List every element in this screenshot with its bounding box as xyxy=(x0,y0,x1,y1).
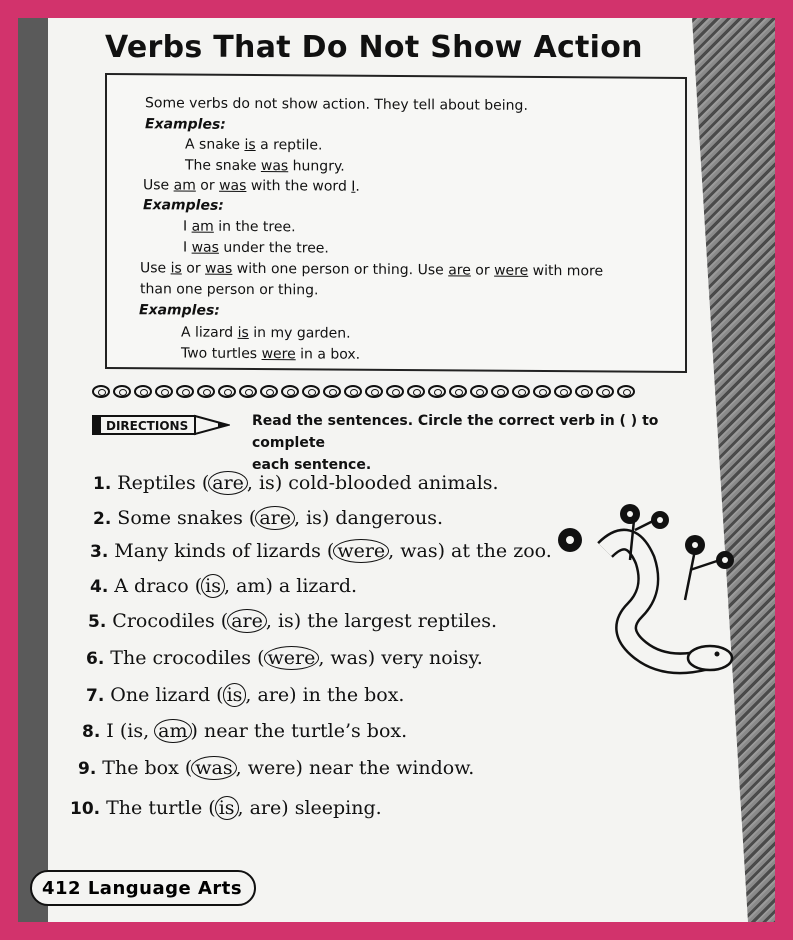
exercise-option: , are xyxy=(245,684,290,706)
decorative-dot xyxy=(491,385,509,398)
rule-3-line-2: than one person or thing. xyxy=(140,281,319,299)
exercise-text: ) the largest reptiles. xyxy=(293,610,498,632)
exercise-text: ) at the zoo. xyxy=(437,540,552,562)
decorative-dot xyxy=(428,385,446,398)
exercise-option: , is xyxy=(265,610,294,632)
exercise-number: 7. xyxy=(86,686,105,706)
decorative-dot xyxy=(365,385,383,398)
exercise-number: 5. xyxy=(88,612,107,632)
exercise-option: , was xyxy=(388,540,438,562)
example-2b: I was under the tree. xyxy=(183,239,329,257)
rules-box xyxy=(105,73,687,373)
exercise-text: Many kinds of lizards ( xyxy=(114,540,335,562)
example-3a: A lizard is in my garden. xyxy=(181,324,351,342)
rule-intro: Some verbs do not show action. They tell about being. xyxy=(145,95,528,114)
exercise-text: ) very noisy. xyxy=(367,647,483,669)
example-1b: The snake was hungry. xyxy=(185,157,345,175)
rule-2: Use am or was with the word I. xyxy=(143,177,360,195)
rule-3: Use is or was with one person or thing. Use are or were with more xyxy=(140,260,604,280)
decorative-dot-border xyxy=(92,385,702,401)
exercise-number: 1. xyxy=(93,474,112,494)
exercise-text: The turtle ( xyxy=(106,797,216,819)
decorative-dot xyxy=(470,385,488,398)
exercise-item xyxy=(70,797,382,819)
decorative-dot xyxy=(344,385,362,398)
decorative-dot xyxy=(617,385,635,398)
decorative-dot xyxy=(596,385,614,398)
circled-answer: is xyxy=(215,796,239,820)
circled-answer: were xyxy=(333,539,389,563)
exercise-number: 10. xyxy=(70,799,101,819)
decorative-dot xyxy=(218,385,236,398)
exercise-text: The box ( xyxy=(102,757,193,779)
decorative-dot xyxy=(281,385,299,398)
exercise-item xyxy=(88,610,497,632)
exercise-text: A draco ( xyxy=(114,575,203,597)
exercise-text: I (is, xyxy=(106,720,156,742)
circled-answer: was xyxy=(191,756,236,780)
exercise-text: ) cold-blooded animals. xyxy=(274,472,499,494)
decorative-dot xyxy=(113,385,131,398)
exercise-item xyxy=(93,472,499,494)
page-footer: 412 Language Arts xyxy=(30,870,256,906)
decorative-dot xyxy=(302,385,320,398)
decorative-dot xyxy=(155,385,173,398)
directions-pencil-icon xyxy=(92,414,230,436)
exercise-item xyxy=(86,647,483,669)
exercise-item xyxy=(82,720,407,742)
decorative-dot xyxy=(92,385,110,398)
snake-flowers-illustration xyxy=(535,500,745,690)
decorative-dot xyxy=(575,385,593,398)
example-1a: A snake is a reptile. xyxy=(185,136,323,154)
directions-line-1: Read the sentences. Circle the correct verb in ( ) to complete xyxy=(252,413,659,451)
exercise-option: , is xyxy=(246,472,275,494)
exercise-text: Some snakes ( xyxy=(117,507,257,529)
decorative-dot xyxy=(239,385,257,398)
exercise-item xyxy=(90,575,357,597)
decorative-dot xyxy=(407,385,425,398)
circled-answer: is xyxy=(223,683,247,707)
example-3b: Two turtles were in a box. xyxy=(181,345,361,363)
decorative-dot xyxy=(134,385,152,398)
examples-label-3: Examples: xyxy=(139,302,220,319)
exercise-number: 6. xyxy=(86,649,105,669)
exercise-text: ) near the window. xyxy=(295,757,475,779)
exercise-text: ) sleeping. xyxy=(281,797,382,819)
exercise-text: ) in the box. xyxy=(289,684,405,706)
exercise-number: 8. xyxy=(82,722,101,742)
decorative-dot xyxy=(197,385,215,398)
exercise-item xyxy=(78,757,474,779)
examples-label-2: Examples: xyxy=(143,197,224,214)
decorative-dot xyxy=(386,385,404,398)
decorative-dot xyxy=(512,385,530,398)
circled-answer: am xyxy=(154,719,191,743)
circled-answer: are xyxy=(227,609,267,633)
exercise-text: ) near the turtle’s box. xyxy=(190,720,408,742)
exercise-item xyxy=(90,540,552,562)
exercise-option: , was xyxy=(318,647,368,669)
page-title: Verbs That Do Not Show Action xyxy=(105,30,643,65)
circled-answer: is xyxy=(201,574,225,598)
circled-answer: were xyxy=(264,646,320,670)
exercise-number: 4. xyxy=(90,577,109,597)
decorative-dot xyxy=(449,385,467,398)
examples-label-1: Examples: xyxy=(145,116,226,133)
exercise-text: ) dangerous. xyxy=(321,507,444,529)
exercise-option: , am xyxy=(224,575,266,597)
exercise-item xyxy=(93,507,443,529)
exercise-item xyxy=(86,684,404,706)
circled-answer: are xyxy=(255,506,295,530)
exercise-text: One lizard ( xyxy=(110,684,224,706)
directions-line-2: each sentence. xyxy=(252,457,372,473)
exercise-number: 3. xyxy=(90,542,109,562)
exercise-option: , were xyxy=(235,757,296,779)
exercise-number: 2. xyxy=(93,509,112,529)
decorative-dot xyxy=(533,385,551,398)
exercise-option: , is xyxy=(293,507,322,529)
exercise-option: , are xyxy=(237,797,282,819)
decorative-dot xyxy=(554,385,572,398)
example-2a: I am in the tree. xyxy=(183,218,296,236)
decorative-dot xyxy=(176,385,194,398)
decorative-dot xyxy=(323,385,341,398)
circled-answer: are xyxy=(208,471,248,495)
exercise-text: Reptiles ( xyxy=(117,472,210,494)
decorative-dot xyxy=(260,385,278,398)
exercise-text: Crocodiles ( xyxy=(112,610,229,632)
exercise-text: The crocodiles ( xyxy=(110,647,265,669)
directions-text xyxy=(252,410,722,476)
directions-badge: DIRECTIONS xyxy=(106,419,189,433)
exercise-text: ) a lizard. xyxy=(265,575,358,597)
exercise-number: 9. xyxy=(78,759,97,779)
